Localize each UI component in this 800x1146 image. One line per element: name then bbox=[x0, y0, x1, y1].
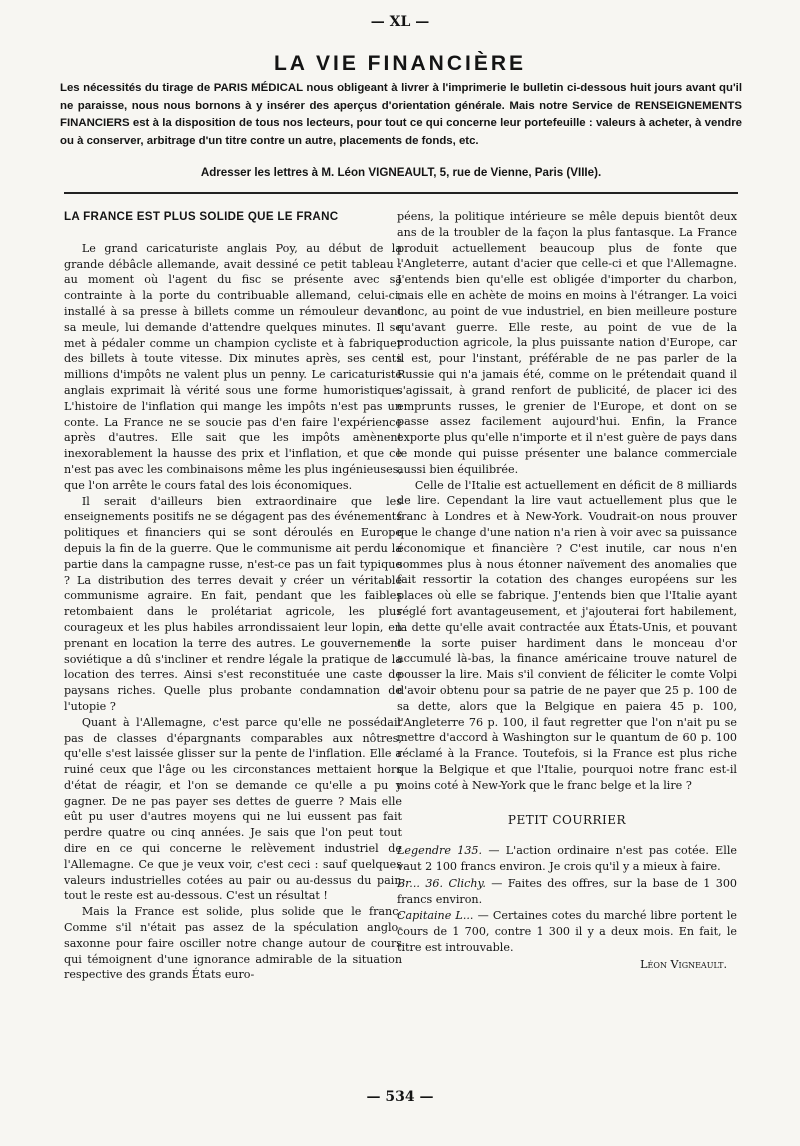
bottom-page-number: — 534 — bbox=[366, 1089, 434, 1105]
courrier-entry-text: — Faites des offres, sur la base de 1 300 francs environ. bbox=[397, 876, 737, 906]
article-paragraph: Il serait d'ailleurs bien extraordinaire que les enseignements positifs ne se dégagent pas des événements politiques et financiers qui se sont déroulés en Europe depuis la fin de la guerre. Que le communisme ait perdu la partie dans la campagne russe, n'est-ce pas un fait typique ? La distribution des terres devait y créer un véritable communisme agraire. En fait, pendant que les faibles retombaient dans le prolétariat agricole, les plus courageux et les plus habiles arrondissaient leur lopin, en prenant en location la terre des autres. Le gouvernement soviétique a dû s'incliner et rendre légale la pratique de la location des terres. Ainsi s'est reconstituée une caste de paysans riches. Quelle plus probante condamnation de l'utopie ? bbox=[64, 494, 402, 713]
intro-notice: Les nécessités du tirage de PARIS MÉDICAL nous obligeant à livrer à l'imprimerie le bulletin ci-dessous huit jours avant qu'il ne paraisse, nous nous bornons à y insérer des aperçus d'orientation générale. Mais notre Service de RENSEIGNEMENTS FINANCIERS est à la disposition de tous nos lecteurs, pour tout ce qui concerne leur portefeuille : valeurs à acheter, à vendre ou à conserver, arbitrage d'un titre contre un autre, placements de fonds, etc. bbox=[60, 82, 742, 147]
courrier-entry-text: — L'action ordinaire n'est pas cotée. Elle vaut 2 100 francs environ. Je crois qu'il y a mieux à faire. bbox=[397, 844, 737, 874]
article-paragraph: Mais la France est solide, plus solide que le franc. Comme s'il n'était pas assez de la spéculation anglo-saxonne pour faire osciller notre change autour de cours qui témoignent d'une ignorance admirable de la situation respective des grands États euro- bbox=[64, 905, 402, 982]
courrier-entry bbox=[397, 843, 737, 875]
contact-address: Adresser les lettres à M. Léon VIGNEAULT, 5, rue de Vienne, Paris (VIIIe). bbox=[200, 166, 602, 179]
article-paragraph: Le grand caricaturiste anglais Poy, au début de la grande débâcle allemande, avait dessiné ce petit tableau : au moment où l'agent du fisc se présente avec sa contrainte à la porte du contribuable allemand, celui-ci, installé à sa presse à billets comme un rémouleur devant sa meule, lui demande d'attendre quelques minutes. Il se met à pédaler comme un champion cycliste et à fabriquer des billets à toute vitesse. Dix minutes après, ses cents millions d'impôts ne valent plus un penny. Le caricaturiste anglais exprimait là vérité sous une forme humoristique. L'histoire de l'inflation qui mange les impôts n'est pas un conte. La France ne se soucie pas d'en faire l'expérience après d'autres. Elle sait que les impôts amènent inexorablement la hausse des prix et l'inflation, et que ce n'est pas avec les combinaisons même les plus ingénieuses, que l'on arrête le cours fatal des lois économiques. bbox=[64, 241, 402, 492]
right-column bbox=[397, 209, 737, 973]
signature: Léon Vigneault. bbox=[640, 957, 727, 971]
courrier-entry bbox=[397, 876, 737, 908]
courrier-entry-text: — Certaines cotes du marché libre portent le cours de 1 700, contre 1 300 il y a deux mois. En fait, le titre est introuvable. bbox=[397, 909, 737, 955]
header-divider bbox=[64, 192, 738, 194]
courrier-entry-head: Legendre 135. bbox=[397, 844, 483, 858]
page-title: LA VIE FINANCIÈRE bbox=[273, 52, 527, 75]
courrier-entry-head: Br... 36. Clichy. bbox=[397, 876, 486, 890]
courrier-entry-head: Capitaine L... bbox=[397, 909, 474, 923]
article-paragraph: Quant à l'Allemagne, c'est parce qu'elle ne possédait pas de classes d'épargnants comparables aux nôtres, qu'elle s'est laissée glisser sur la pente de l'inflation. Elle a ruiné ceux que l'âge ou les circonstances mettaient hors d'état de réagir, et l'on se demande ce qu'elle a pu y gagner. De ne pas payer ses dettes de guerre ? Mais elle eût pu user d'autres moyens qui ne lui eussent pas fait perdre quatre ou cinq années. Je sais que l'on peut tout dire en ce qui concerne le relèvement industriel de l'Allemagne. Ce que je veux voir, c'est ceci : sauf quelques valeurs industrielles cotées au pair ou au-dessus du pair, tout le reste est au-dessous. C'est un résultat ! bbox=[64, 715, 402, 903]
article-heading: LA FRANCE EST PLUS SOLIDE QUE LE FRANC bbox=[64, 210, 339, 223]
petit-courrier-title: PETIT COURRIER bbox=[507, 813, 627, 828]
left-column bbox=[64, 209, 402, 983]
article-paragraph: péens, la politique intérieure se mêle depuis bientôt deux ans de la troubler de la façon la plus fantasque. La France produit actuellement beaucoup plus de fonte que l'Angleterre, autant d'acier que celle-ci et que l'Allemagne. J'entends bien qu'elle est obligée d'importer du charbon, mais elle en achète de moins en moins à l'étranger. La voici donc, au point de vue industriel, en bien meilleure posture qu'avant guerre. Elle reste, au point de vue de la production agricole, la plus puissante nation d'Europe, car il est, pour l'instant, préférable de ne pas parler de la Russie qui n'a jamais été, comme on le prétendait quand il s'agissait, à grand renfort de publicité, de placer ici des emprunts russes, le grenier de l'Europe, et dont on se passe assez facilement aujourd'hui. Enfin, la France exporte plus qu'elle n'importe et il n'est guère de pays dans le monde qui puisse présenter une balance commerciale aussi bien équilibrée. bbox=[397, 210, 737, 476]
courrier-entry bbox=[397, 908, 737, 955]
top-page-number: — XL — bbox=[370, 14, 430, 30]
article-paragraph: Celle de l'Italie est actuellement en déficit de 8 milliards de lire. Cependant la lire vaut actuellement plus que le franc à Londres et à New-York. Voudrait-on nous prouver que le change d'une nation n'a rien à voir avec sa puissance économique et financière ? C'est inutile, car nous n'en sommes plus à nous étonner naïvement des anomalies que fait ressortir la cotation des changes européens sur les places où elle se fabrique. J'entends bien que l'Italie ayant réglé fort avantageusement, et j'ajouterai fort habilement, la dette qu'elle avait contractée aux États-Unis, et pouvant de la sorte puiser hardiment dans le monceau d'or accumulé là-bas, la finance américaine trouve naturel de pousser la lire. Mais s'il convient de féliciter le comte Volpi d'avoir obtenu pour sa patrie de ne payer que 25 p. 100 de sa dette, alors que la Belgique en paiera 45 p. 100, l'Angleterre 76 p. 100, il faut regretter que l'on n'ait pu se mettre d'accord à Washington sur le quantum de 60 p. 100 réclamé à la France. Toutefois, si la France est plus riche que la Belgique et que l'Italie, pourquoi notre franc est-il moins coté à New-York que le franc belge et la lire ? bbox=[397, 478, 737, 792]
